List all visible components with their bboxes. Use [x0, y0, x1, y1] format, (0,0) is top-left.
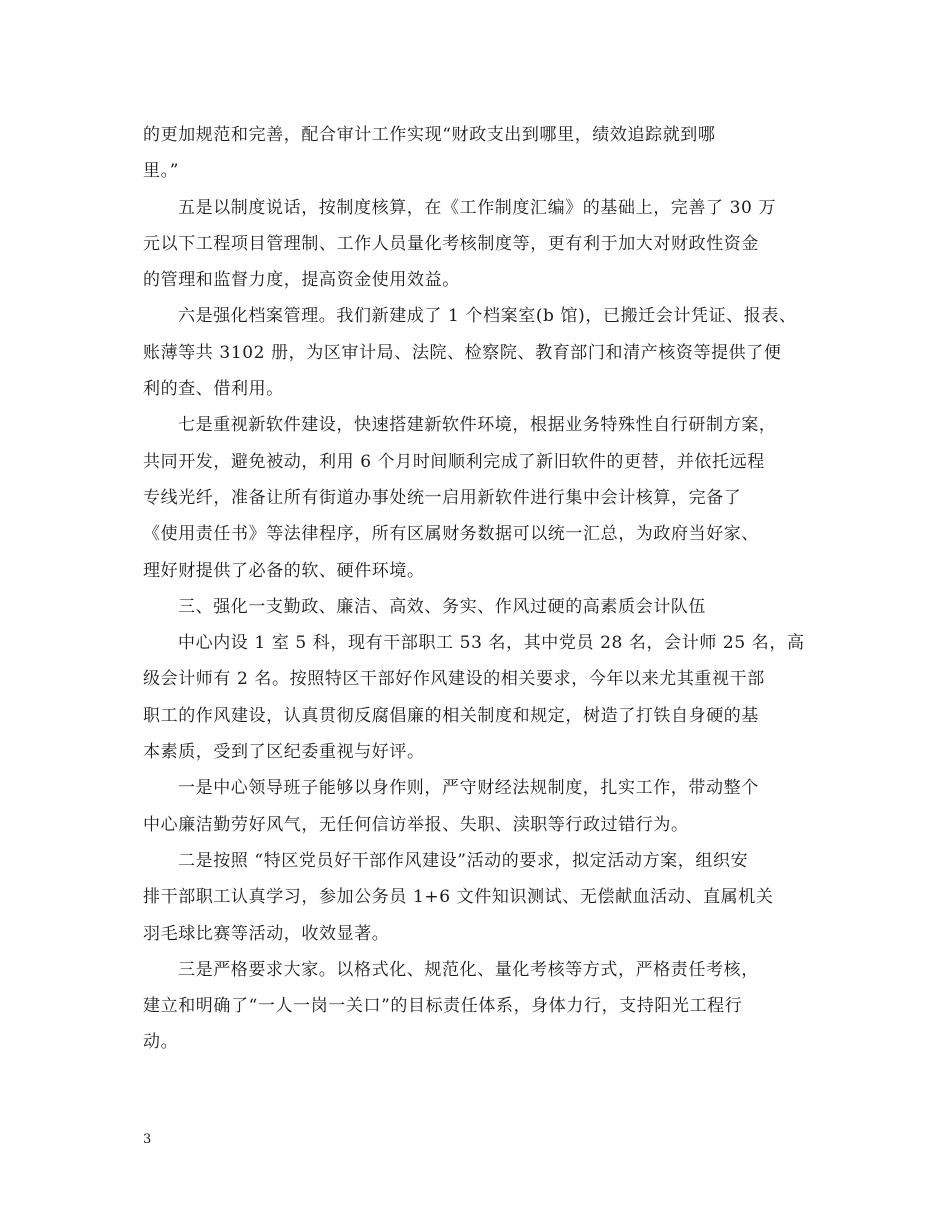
- text-line: 动。: [143, 1032, 179, 1053]
- text-line: 共同开发，避免被动，利用 6 个月时间顺利完成了新旧软件的更替，并依托远程: [143, 451, 765, 472]
- text-line: 中心廉洁勤劳好风气，无任何信访举报、失职、渎职等行政过错行为。: [143, 814, 689, 835]
- text-line: 五是以制度说话，按制度核算，在《工作制度汇编》的基础上，完善了 30 万: [178, 197, 777, 218]
- text-line: 一是中心领导班子能够以身作则，严守财经法规制度，扎实工作，带动整个: [178, 778, 759, 799]
- text-line: 建立和明确了“一人一岗一关口”的目标责任体系，身体力行，支持阳光工程行: [143, 996, 743, 1017]
- document-body: [143, 117, 833, 1061]
- text-line: 中心内设 1 室 5 科，现有干部职工 53 名，其中党员 28 名，会计师 25 名，高: [178, 633, 805, 654]
- text-line: 里。”: [143, 161, 179, 182]
- text-line: 《使用责任书》等法律程序，所有区属财务数据可以统一汇总，为政府当好家、: [143, 524, 759, 545]
- text-line: 元以下工程项目管理制、工作人员量化考核制度等，更有利于加大对财政性资金: [143, 233, 759, 254]
- text-line: 三是严格要求大家。以格式化、规范化、量化考核等方式，严格责任考核，: [178, 959, 759, 980]
- text-line: 专线光纤，准备让所有街道办事处统一启用新软件进行集中会计核算，完备了: [143, 487, 742, 508]
- text-line: 账薄等共 3102 册，为区审计局、法院、检察院、教育部门和清产核资等提供了便: [143, 342, 782, 363]
- text-line: 职工的作风建设，认真贯彻反腐倡廉的相关制度和规定，树造了打铁自身硬的基: [143, 705, 759, 726]
- page-number: 3: [143, 1132, 152, 1147]
- text-line: 级会计师有 2 名。按照特区干部好作风建设的相关要求，今年以来尤其重视干部: [143, 669, 765, 690]
- text-line: 羽毛球比赛等活动，收效显著。: [143, 923, 390, 944]
- text-line: 排干部职工认真学习，参加公务员 1+6 文件知识测试、无偿献血活动、直属机关: [143, 887, 774, 908]
- text-line: 七是重视新软件建设，快速搭建新软件环境，根据业务特殊性自行研制方案，: [178, 415, 777, 436]
- text-line: 理好财提供了必备的软、硬件环境。: [143, 560, 425, 581]
- text-line: 的管理和监督力度，提高资金使用效益。: [143, 270, 460, 291]
- text-line: 的更加规范和完善，配合审计工作实现“财政支出到哪里，绩效追踪就到哪: [143, 125, 716, 145]
- text-line: 六是强化档案管理。我们新建成了 1 个档案室(b 馆)，已搬迁会计凭证、报表、: [178, 306, 797, 327]
- text-line: 利的查、借利用。: [143, 379, 284, 400]
- text-line: 三、强化一支勤政、廉洁、高效、务实、作风过硬的高素质会计队伍: [178, 596, 706, 617]
- text-line: 二是按照 “特区党员好干部作风建设”活动的要求，拟定活动方案，组织安: [178, 850, 749, 871]
- text-line: 本素质，受到了区纪委重视与好评。: [143, 742, 425, 763]
